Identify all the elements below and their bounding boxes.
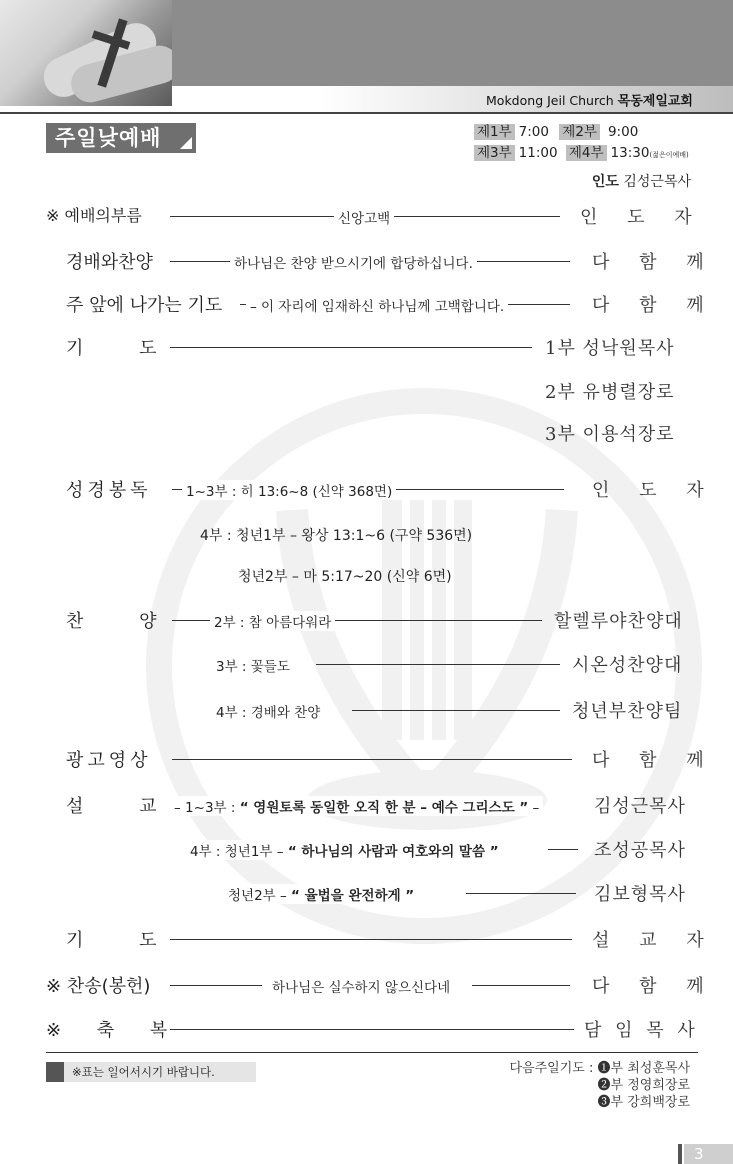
- order-prayer-2: [0, 926, 733, 956]
- order-person: 할렐루야찬양대: [554, 611, 683, 632]
- order-content: – 이 자리에 임재하신 하나님께 고백합니다.: [246, 295, 508, 315]
- order-person: 김성근목사: [594, 796, 686, 817]
- page-number-bar: [678, 1144, 682, 1164]
- order-scripture: [0, 476, 733, 506]
- order-hymn: [0, 972, 733, 1002]
- page-title: 주일낮예배: [46, 123, 196, 153]
- order-label: ※ 찬송(봉헌): [46, 976, 151, 997]
- order-confession: [0, 291, 733, 321]
- next-week-prayer: 다음주일기도 : ❶부 최성훈목사 ❷부 정영희장로 ❸부 강희백장로: [509, 1061, 690, 1110]
- order-sermon-3: 청년2부 – “ 율법을 완전하게 ” 김보형목사: [0, 880, 733, 910]
- order-label: 설 교: [66, 796, 157, 817]
- header-photo: [0, 0, 172, 106]
- church-name: Mokdong Jeil Church 목동제일교회: [486, 93, 693, 109]
- order-person: 청년부찬양팀: [572, 701, 683, 722]
- order-person: 3부 이용석장로: [545, 424, 675, 445]
- order-praise: [0, 248, 733, 278]
- order-person: 설 교 자: [592, 930, 716, 951]
- page-number: 3: [684, 1144, 733, 1164]
- order-prayer: [0, 334, 733, 364]
- order-person: 인 도 자: [580, 207, 704, 228]
- order-person: 김보형목사: [594, 884, 686, 905]
- worship-leader: 인도 김성근목사: [591, 174, 691, 190]
- order-person: 담 임 목 사: [584, 1020, 699, 1041]
- order-content: 하나님은 찬양 받으시기에 합당하십니다.: [230, 252, 477, 272]
- order-label: 광고영상: [66, 750, 152, 771]
- order-anthem: [0, 607, 733, 637]
- order-person: 시온성찬양대: [572, 655, 683, 676]
- service-times-row1: 제1부 7:00 제2부 9:00: [474, 120, 638, 140]
- order-sermon: 설 교 – 1~3부 : “ 영원토록 동일한 오직 한 분 – 예수 그리스도 ” – 김성근목사: [0, 792, 733, 822]
- order-label: 찬 양: [66, 611, 157, 632]
- order-person: 다 함 께: [592, 750, 716, 771]
- order-benediction: [0, 1016, 733, 1046]
- order-person: 다 함 께: [592, 976, 716, 997]
- service-times-row2: 제3부 11:00 제4부 13:30(젊은이예배): [474, 141, 689, 161]
- standing-note: ※표는 일어서시기 바랍니다.: [46, 1062, 256, 1082]
- scripture-line: 4부 : 청년1부 – 왕상 13:1~6 (구약 536면): [200, 528, 473, 544]
- order-label: ※ 예배의부름: [46, 206, 142, 225]
- order-label: 기 도: [66, 338, 157, 359]
- order-content: 1~3부 : 히 13:6~8 (신약 368면): [182, 480, 396, 500]
- order-label: 경배와찬양: [66, 252, 153, 273]
- order-person: 다 함 께: [592, 295, 716, 316]
- order-person: 2부 유병렬장로: [545, 382, 675, 403]
- order-person: 1부 성낙원목사: [545, 338, 675, 359]
- order-person: 인 도 자: [592, 480, 716, 501]
- order-content: 3부 : 꽃들도: [212, 655, 294, 675]
- top-rule: [0, 112, 733, 114]
- order-label: 주 앞에 나가는 기도: [66, 295, 223, 316]
- order-person: 다 함 께: [592, 252, 716, 273]
- order-content: 하나님은 실수하지 않으신다네: [262, 976, 472, 996]
- order-anthem-3: [0, 697, 733, 727]
- order-content: 4부 : 경배와 찬양: [212, 701, 324, 721]
- order-person: 조성공목사: [594, 840, 686, 861]
- order-anthem-2: [0, 651, 733, 681]
- header-banner: [172, 0, 733, 86]
- order-label: ※ 축 복: [46, 1020, 168, 1041]
- order-sermon-2: 4부 : 청년1부 – “ 하나님의 사람과 여호와의 말씀 ” 조성공목사: [0, 836, 733, 866]
- order-label: 기 도: [66, 930, 157, 951]
- bottom-rule: [46, 1052, 698, 1053]
- order-label: 성경봉독: [66, 480, 152, 501]
- order-call-to-worship: [0, 203, 733, 233]
- order-content: 신앙고백: [334, 207, 394, 227]
- order-content: 2부 : 참 아름다워라: [210, 611, 335, 631]
- scripture-line: 청년2부 – 마 5:17~20 (신약 6면): [238, 569, 452, 585]
- order-video: [0, 746, 733, 776]
